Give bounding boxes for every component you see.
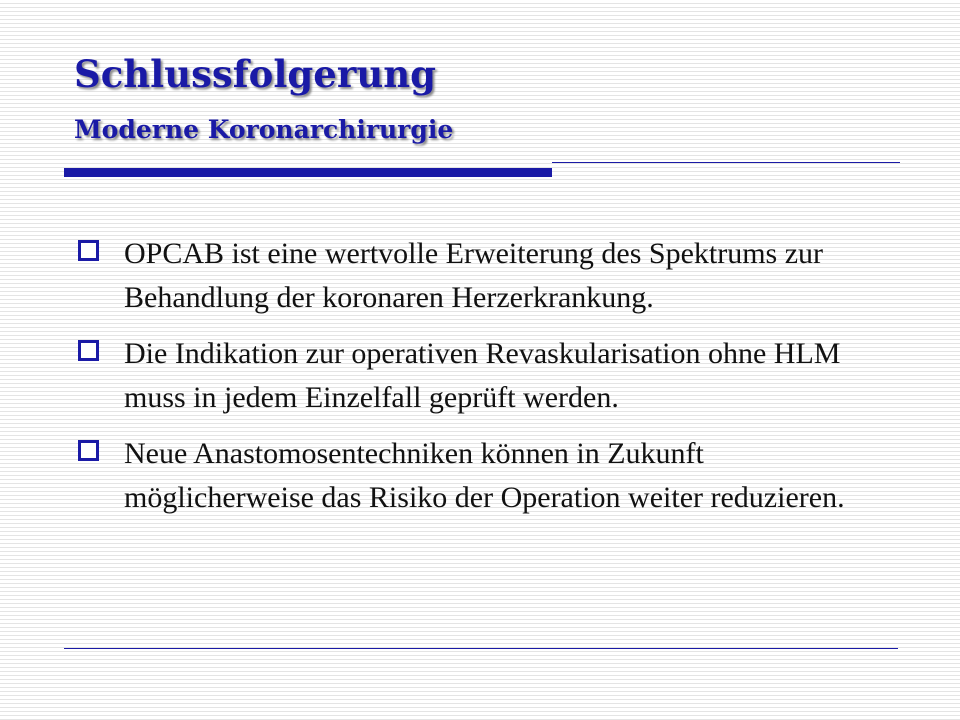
bullet-item (76, 332, 876, 420)
square-bullet-icon (78, 440, 99, 461)
bullet-item (76, 432, 876, 520)
bullet-list (76, 232, 876, 532)
footer-divider (64, 648, 898, 649)
slide-subtitle: Moderne Koronarchirurgie (74, 115, 454, 144)
bullet-text: Die Indikation zur operativen Revaskularisation ohne HLM muss in jedem Einzelfall geprüft werden. (124, 337, 841, 414)
bullet-text: OPCAB ist eine wertvolle Erweiterung des Spektrums zur Behandlung der koronaren Herzerkrankung. (124, 237, 824, 314)
bullet-item (76, 232, 876, 320)
title-underline-thin (552, 162, 900, 163)
slide-title: Schlussfolgerung (74, 52, 436, 96)
square-bullet-icon (78, 240, 99, 261)
bullet-text: Neue Anastomosentechniken können in Zukunft möglicherweise das Risiko der Operation weiter reduzieren. (124, 437, 845, 514)
title-underline-thick (64, 168, 552, 177)
square-bullet-icon (78, 340, 99, 361)
